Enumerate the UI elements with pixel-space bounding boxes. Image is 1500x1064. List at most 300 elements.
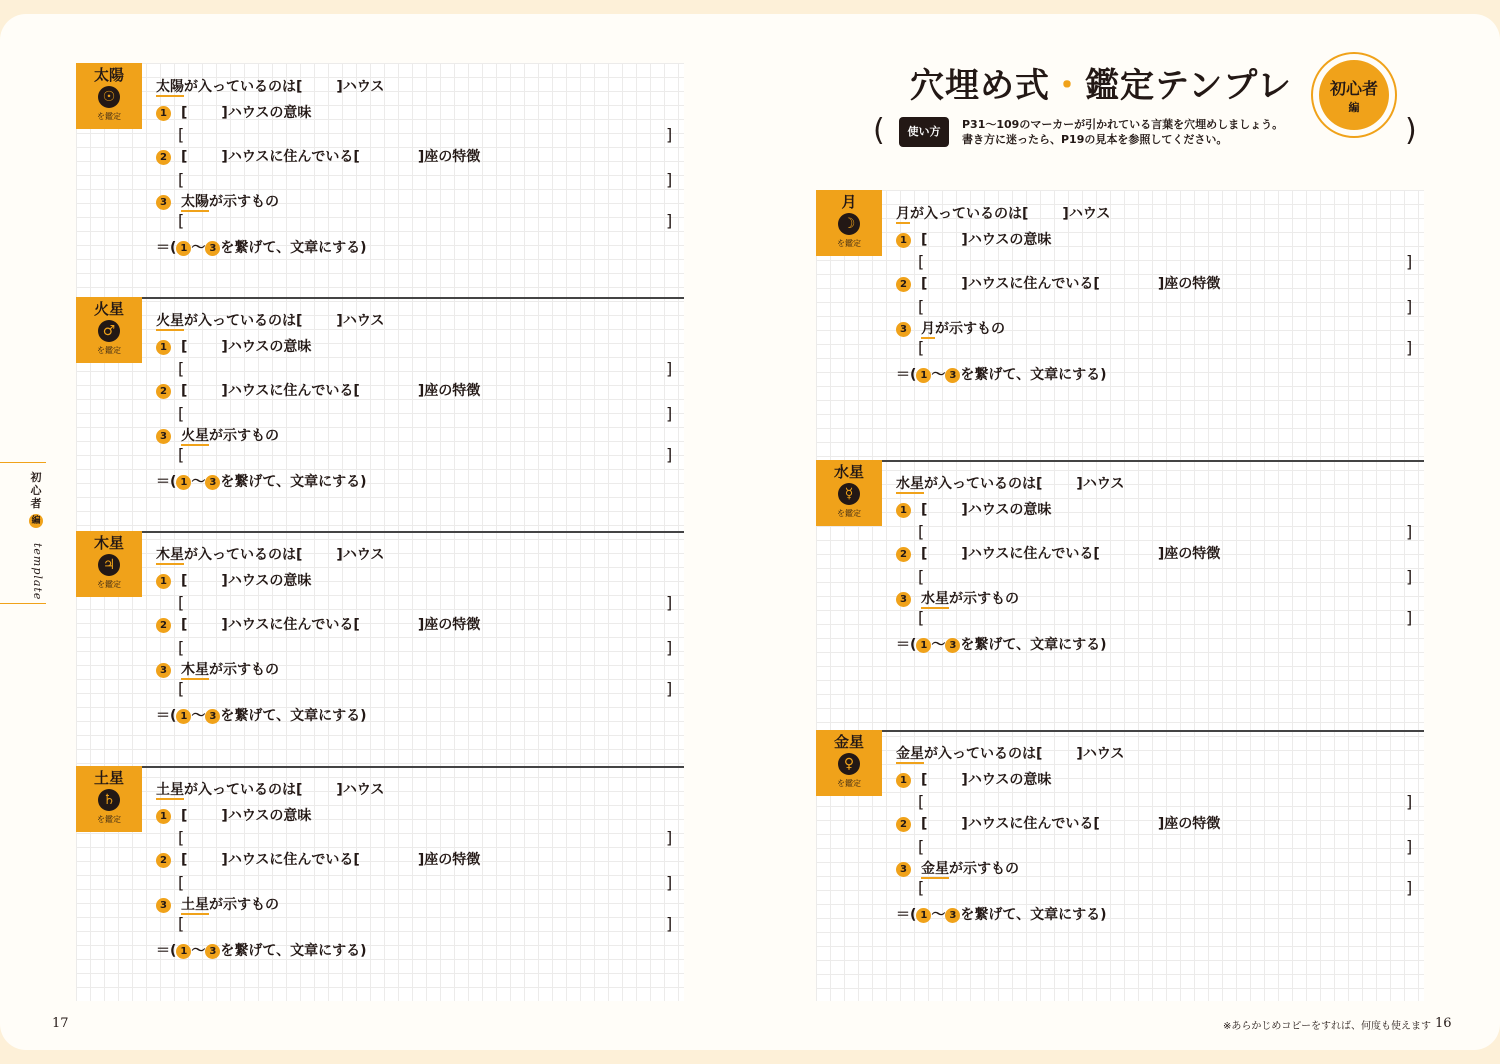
- number-badge: 2: [156, 384, 171, 399]
- number-badge: 1: [916, 908, 931, 923]
- planet-name-marked: 土星: [181, 897, 209, 913]
- title-part1: 穴埋め式: [910, 66, 1050, 106]
- side-tab: [0, 462, 46, 604]
- number-badge: 3: [156, 898, 171, 913]
- number-badge: 3: [205, 944, 220, 959]
- bracket-close: ]: [961, 502, 968, 518]
- item-2-sign-trait: [896, 275, 1220, 293]
- planet-badge: [76, 766, 142, 832]
- side-tab-char: 初: [30, 471, 42, 484]
- bracket-open: [: [1093, 546, 1100, 562]
- number-badge: 1: [176, 944, 191, 959]
- bracket-open: [: [181, 573, 188, 589]
- blank-bracket-open: [: [918, 608, 925, 627]
- blank-bracket-open: [: [918, 567, 925, 586]
- bracket-open: [: [296, 313, 303, 329]
- planet-name-marked: 太陽: [156, 79, 184, 95]
- bracket-close: ]: [221, 573, 228, 589]
- planet-name-marked: 木星: [156, 547, 184, 563]
- item-3-planet-shows: [156, 427, 279, 445]
- item-1-house-meaning: [156, 338, 311, 356]
- label: ハウスに住んでいる: [227, 617, 354, 633]
- number-badge: 1: [176, 241, 191, 256]
- bracket-close: ]: [336, 547, 343, 563]
- blank-bracket-close: ]: [1406, 792, 1413, 811]
- blank-bracket-close: ]: [666, 593, 673, 612]
- label: を繋げて、文章にする): [220, 943, 367, 959]
- bracket-open: [: [181, 852, 188, 868]
- planet-name-marked: 月: [921, 321, 935, 337]
- planet-name-marked: 金星: [921, 861, 949, 877]
- planet-name: 水星: [833, 463, 864, 481]
- blank-bracket-open: [: [178, 679, 185, 698]
- blank-bracket-open: [: [918, 297, 925, 316]
- blank-bracket-open: [: [918, 522, 925, 541]
- planet-name-marked: 月: [896, 206, 910, 222]
- label: ～: [191, 943, 206, 959]
- item-1-house-meaning: [156, 104, 311, 122]
- bracket-close: ]: [1157, 546, 1165, 562]
- side-tab-char: 者: [30, 497, 42, 510]
- number-badge: 3: [945, 908, 960, 923]
- bracket-open: [: [181, 617, 188, 633]
- blank-bracket-close: ]: [666, 914, 673, 933]
- blank-bracket-open: [: [918, 837, 925, 856]
- number-badge: 1: [916, 368, 931, 383]
- planet-name-marked: 土星: [156, 782, 184, 798]
- number-badge: 2: [896, 817, 911, 832]
- blank-bracket-open: [: [178, 359, 185, 378]
- number-badge: 1: [156, 574, 171, 589]
- label: が入っているのは: [184, 782, 296, 798]
- blank-bracket-open: [: [178, 445, 185, 464]
- label: ハウス: [342, 79, 385, 95]
- planet-name: 太陽: [93, 66, 124, 84]
- item-2-sign-trait: [156, 382, 480, 400]
- label: を繋げて、文章にする): [960, 367, 1107, 383]
- badge-sub: を鑑定: [97, 112, 121, 121]
- number-badge: 1: [156, 340, 171, 355]
- planet-symbol-icon: ☽: [838, 213, 860, 235]
- label: ハウスの意味: [967, 772, 1052, 788]
- number-badge: 2: [896, 277, 911, 292]
- label: ～: [931, 907, 946, 923]
- blank-bracket-close: ]: [666, 359, 673, 378]
- planet-badge: [816, 730, 882, 796]
- label: を繋げて、文章にする): [220, 474, 367, 490]
- blank-bracket-close: ]: [666, 679, 673, 698]
- bracket-close: ]: [417, 383, 425, 399]
- page-number-right: 16: [1435, 1016, 1452, 1031]
- label: ＝(: [156, 474, 177, 490]
- badge-sub: を鑑定: [97, 580, 121, 589]
- label: ＝(: [156, 240, 177, 256]
- label: を繋げて、文章にする): [960, 907, 1107, 923]
- side-tab-char: 心: [30, 484, 42, 497]
- bracket-open: [: [1036, 746, 1043, 762]
- bracket-open: [: [1022, 206, 1029, 222]
- planet-badge: [76, 63, 142, 129]
- planet-symbol-icon: ♃: [98, 554, 120, 576]
- label: ハウスの意味: [967, 502, 1052, 518]
- bracket-close: ]: [221, 852, 228, 868]
- blank-bracket-open: [: [918, 252, 925, 271]
- number-badge: 2: [156, 853, 171, 868]
- planet-name: 金星: [833, 733, 864, 751]
- label: が示すもの: [209, 897, 279, 913]
- bracket-open: [: [353, 617, 360, 633]
- number-badge: 3: [205, 241, 220, 256]
- blank-bracket-close: ]: [666, 638, 673, 657]
- label: ～: [191, 240, 206, 256]
- planet-name: 土星: [93, 769, 124, 787]
- label: ハウス: [1068, 206, 1111, 222]
- summary-line: [156, 473, 367, 491]
- bracket-open: [: [181, 383, 188, 399]
- number-badge: 3: [156, 429, 171, 444]
- item-2-sign-trait: [156, 616, 480, 634]
- bracket-open: [: [353, 852, 360, 868]
- item-2-sign-trait: [156, 851, 480, 869]
- label: が示すもの: [209, 428, 279, 444]
- number-badge: 1: [896, 233, 911, 248]
- planet-symbol-icon: ♄: [98, 789, 120, 811]
- planet-name: 火星: [93, 300, 124, 318]
- blank-bracket-close: ]: [666, 125, 673, 144]
- blank-bracket-close: ]: [666, 873, 673, 892]
- bracket-open: [: [921, 232, 928, 248]
- blank-bracket-close: ]: [1406, 567, 1413, 586]
- blank-bracket-open: [: [918, 792, 925, 811]
- label: ～: [191, 708, 206, 724]
- label: ＝(: [896, 907, 917, 923]
- howto-line: 書き方に迷ったら、P19の見本を参照してください。: [962, 133, 1228, 146]
- bracket-open: [: [353, 149, 360, 165]
- paren-open: (: [873, 113, 885, 148]
- badge-sub: を鑑定: [97, 346, 121, 355]
- bracket-open: [: [296, 547, 303, 563]
- bracket-close: ]: [221, 383, 228, 399]
- house-question: [156, 78, 384, 96]
- bracket-close: ]: [336, 782, 343, 798]
- number-badge: 2: [896, 547, 911, 562]
- bracket-close: ]: [221, 617, 228, 633]
- bracket-open: [: [921, 276, 928, 292]
- bracket-close: ]: [1076, 476, 1083, 492]
- house-question: [896, 205, 1110, 223]
- section-divider: [76, 297, 684, 299]
- label: を繋げて、文章にする): [960, 637, 1107, 653]
- item-3-planet-shows: [156, 896, 279, 914]
- blank-bracket-close: ]: [666, 445, 673, 464]
- title-part2: 鑑定テンプレ: [1085, 66, 1292, 106]
- planet-badge: [816, 190, 882, 256]
- level-badge-text: 初心者: [1329, 79, 1378, 98]
- number-badge: 2: [156, 150, 171, 165]
- planet-name-marked: 火星: [156, 313, 184, 329]
- blank-bracket-close: ]: [1406, 338, 1413, 357]
- blank-bracket-close: ]: [1406, 608, 1413, 627]
- bracket-open: [: [921, 546, 928, 562]
- label: ハウスの意味: [227, 573, 312, 589]
- bracket-open: [: [181, 149, 188, 165]
- title-dot: ・: [1050, 66, 1085, 106]
- planet-name: 木星: [93, 534, 124, 552]
- label: が入っているのは: [924, 476, 1036, 492]
- blank-bracket-open: [: [178, 638, 185, 657]
- label: ハウスの意味: [227, 808, 312, 824]
- item-3-planet-shows: [896, 860, 1019, 878]
- label: が示すもの: [949, 861, 1019, 877]
- planet-name-marked: 火星: [181, 428, 209, 444]
- item-3-planet-shows: [896, 590, 1019, 608]
- number-badge: 3: [205, 475, 220, 490]
- bracket-close: ]: [1062, 206, 1069, 222]
- label: ハウス: [1082, 746, 1125, 762]
- summary-line: [156, 707, 367, 725]
- label: が入っているのは: [184, 547, 296, 563]
- bracket-close: ]: [1157, 276, 1165, 292]
- number-badge: 1: [156, 106, 171, 121]
- label: ハウスに住んでいる: [967, 276, 1094, 292]
- label: 座の特徴: [424, 383, 481, 399]
- blank-bracket-close: ]: [666, 170, 673, 189]
- level-badge-sub: 編: [1348, 101, 1360, 114]
- bracket-close: ]: [417, 852, 425, 868]
- badge-sub: を鑑定: [837, 509, 861, 518]
- number-badge: 1: [896, 773, 911, 788]
- house-question: [156, 546, 384, 564]
- item-3-planet-shows: [896, 320, 1005, 338]
- label: が示すもの: [949, 591, 1019, 607]
- summary-line: [896, 366, 1107, 384]
- badge-sub: を鑑定: [837, 779, 861, 788]
- house-question: [896, 475, 1124, 493]
- item-1-house-meaning: [156, 807, 311, 825]
- bracket-open: [: [296, 79, 303, 95]
- planet-symbol-icon: ♂: [98, 320, 120, 342]
- label: 座の特徴: [1164, 546, 1221, 562]
- side-tab-en: template: [31, 543, 44, 601]
- house-question: [896, 745, 1124, 763]
- label: ハウスに住んでいる: [227, 149, 354, 165]
- item-3-planet-shows: [156, 661, 279, 679]
- planet-name-marked: 金星: [896, 746, 924, 762]
- item-2-sign-trait: [896, 545, 1220, 563]
- item-1-house-meaning: [896, 771, 1051, 789]
- label: 座の特徴: [424, 852, 481, 868]
- label: ハウスに住んでいる: [227, 383, 354, 399]
- planet-badge: [76, 297, 142, 363]
- bracket-close: ]: [961, 276, 968, 292]
- number-badge: 3: [896, 862, 911, 877]
- blank-bracket-open: [: [178, 914, 185, 933]
- howto-line: P31～109のマーカーが引かれている言葉を穴埋めしましょう。: [962, 118, 1284, 131]
- item-3-planet-shows: [156, 193, 279, 211]
- section-divider: [816, 730, 1424, 732]
- blank-bracket-open: [: [178, 170, 185, 189]
- page-title: [910, 58, 1292, 107]
- summary-line: [156, 239, 367, 257]
- blank-bracket-open: [: [178, 125, 185, 144]
- bracket-close: ]: [1157, 816, 1165, 832]
- label: ハウスに住んでいる: [967, 546, 1094, 562]
- number-badge: 3: [205, 709, 220, 724]
- label: ハウスの意味: [967, 232, 1052, 248]
- blank-bracket-close: ]: [666, 404, 673, 423]
- bracket-close: ]: [961, 816, 968, 832]
- paren-close: ): [1405, 113, 1417, 148]
- label: が示すもの: [209, 194, 279, 210]
- side-tab-jp: [29, 471, 43, 532]
- label: 座の特徴: [424, 149, 481, 165]
- planet-badge: [816, 460, 882, 526]
- label: ＝(: [896, 367, 917, 383]
- number-badge: 1: [176, 475, 191, 490]
- number-badge: 1: [896, 503, 911, 518]
- blank-bracket-open: [: [178, 873, 185, 892]
- item-1-house-meaning: [156, 572, 311, 590]
- item-2-sign-trait: [896, 815, 1220, 833]
- bracket-close: ]: [1076, 746, 1083, 762]
- bracket-open: [: [921, 816, 928, 832]
- label: 座の特徴: [424, 617, 481, 633]
- item-1-house-meaning: [896, 231, 1051, 249]
- footnote: ※あらかじめコピーをすれば、何度も使えます: [1223, 1021, 1431, 1032]
- number-badge: 1: [176, 709, 191, 724]
- bracket-close: ]: [336, 313, 343, 329]
- blank-bracket-open: [: [178, 211, 185, 230]
- bracket-open: [: [181, 808, 188, 824]
- number-badge: 3: [156, 663, 171, 678]
- number-badge: 3: [896, 322, 911, 337]
- house-question: [156, 312, 384, 330]
- label: が示すもの: [935, 321, 1005, 337]
- bracket-close: ]: [221, 339, 228, 355]
- label: ～: [191, 474, 206, 490]
- bracket-close: ]: [221, 149, 228, 165]
- number-badge: 3: [156, 195, 171, 210]
- item-1-house-meaning: [896, 501, 1051, 519]
- summary-line: [896, 636, 1107, 654]
- bracket-open: [: [1093, 816, 1100, 832]
- label: が入っているのは: [910, 206, 1022, 222]
- summary-line: [156, 942, 367, 960]
- label: を繋げて、文章にする): [220, 240, 367, 256]
- planet-name-marked: 水星: [921, 591, 949, 607]
- bracket-open: [: [353, 383, 360, 399]
- label: ハウス: [342, 313, 385, 329]
- level-badge: [1311, 52, 1397, 138]
- label: 座の特徴: [1164, 816, 1221, 832]
- howto-label: 使い方: [899, 117, 949, 147]
- level-badge-inner: [1319, 60, 1389, 130]
- bracket-close: ]: [221, 105, 228, 121]
- blank-bracket-close: ]: [1406, 297, 1413, 316]
- label: ～: [931, 637, 946, 653]
- label: ＝(: [896, 637, 917, 653]
- label: を繋げて、文章にする): [220, 708, 367, 724]
- planet-name-marked: 太陽: [181, 194, 209, 210]
- number-badge: 1: [156, 809, 171, 824]
- blank-bracket-close: ]: [1406, 878, 1413, 897]
- bracket-open: [: [296, 782, 303, 798]
- bracket-close: ]: [417, 149, 425, 165]
- label: ハウスに住んでいる: [227, 852, 354, 868]
- bracket-close: ]: [336, 79, 343, 95]
- bracket-open: [: [1093, 276, 1100, 292]
- badge-sub: を鑑定: [837, 239, 861, 248]
- label: ＝(: [156, 708, 177, 724]
- section-divider: [76, 766, 684, 768]
- planet-symbol-icon: ☿: [838, 483, 860, 505]
- label: ハウス: [342, 547, 385, 563]
- label: ～: [931, 367, 946, 383]
- label: が示すもの: [209, 662, 279, 678]
- bracket-close: ]: [961, 232, 968, 248]
- house-question: [156, 781, 384, 799]
- label: ＝(: [156, 943, 177, 959]
- label: ハウスに住んでいる: [967, 816, 1094, 832]
- blank-bracket-open: [: [918, 878, 925, 897]
- number-badge: 3: [945, 368, 960, 383]
- bracket-close: ]: [221, 808, 228, 824]
- planet-badge: [76, 531, 142, 597]
- number-badge: 3: [896, 592, 911, 607]
- page-number-left: 17: [52, 1016, 69, 1031]
- number-badge: 1: [916, 638, 931, 653]
- label: ハウス: [1082, 476, 1125, 492]
- label: ハウス: [342, 782, 385, 798]
- bracket-close: ]: [961, 772, 968, 788]
- summary-line: [896, 906, 1107, 924]
- bracket-close: ]: [961, 546, 968, 562]
- blank-bracket-close: ]: [1406, 252, 1413, 271]
- blank-bracket-close: ]: [1406, 522, 1413, 541]
- section-divider: [816, 460, 1424, 462]
- blank-bracket-close: ]: [1406, 837, 1413, 856]
- planet-symbol-icon: ♀: [838, 753, 860, 775]
- planet-name: 月: [841, 193, 857, 211]
- blank-bracket-open: [: [918, 338, 925, 357]
- bracket-open: [: [921, 772, 928, 788]
- blank-bracket-open: [: [178, 593, 185, 612]
- badge-sub: を鑑定: [97, 815, 121, 824]
- number-badge: 2: [156, 618, 171, 633]
- label: ハウスの意味: [227, 105, 312, 121]
- bracket-open: [: [181, 105, 188, 121]
- item-2-sign-trait: [156, 148, 480, 166]
- bracket-open: [: [181, 339, 188, 355]
- blank-bracket-open: [: [178, 404, 185, 423]
- bracket-open: [: [921, 502, 928, 518]
- blank-bracket-close: ]: [666, 211, 673, 230]
- label: が入っているのは: [184, 79, 296, 95]
- side-tab-hen: 編: [29, 514, 43, 528]
- blank-bracket-close: ]: [666, 828, 673, 847]
- label: が入っているのは: [924, 746, 1036, 762]
- blank-bracket-open: [: [178, 828, 185, 847]
- label: ハウスの意味: [227, 339, 312, 355]
- howto-text: [962, 117, 1283, 147]
- planet-symbol-icon: ☉: [98, 86, 120, 108]
- label: 座の特徴: [1164, 276, 1221, 292]
- bracket-open: [: [1036, 476, 1043, 492]
- planet-name-marked: 木星: [181, 662, 209, 678]
- section-divider: [76, 531, 684, 533]
- bracket-close: ]: [417, 617, 425, 633]
- number-badge: 3: [945, 638, 960, 653]
